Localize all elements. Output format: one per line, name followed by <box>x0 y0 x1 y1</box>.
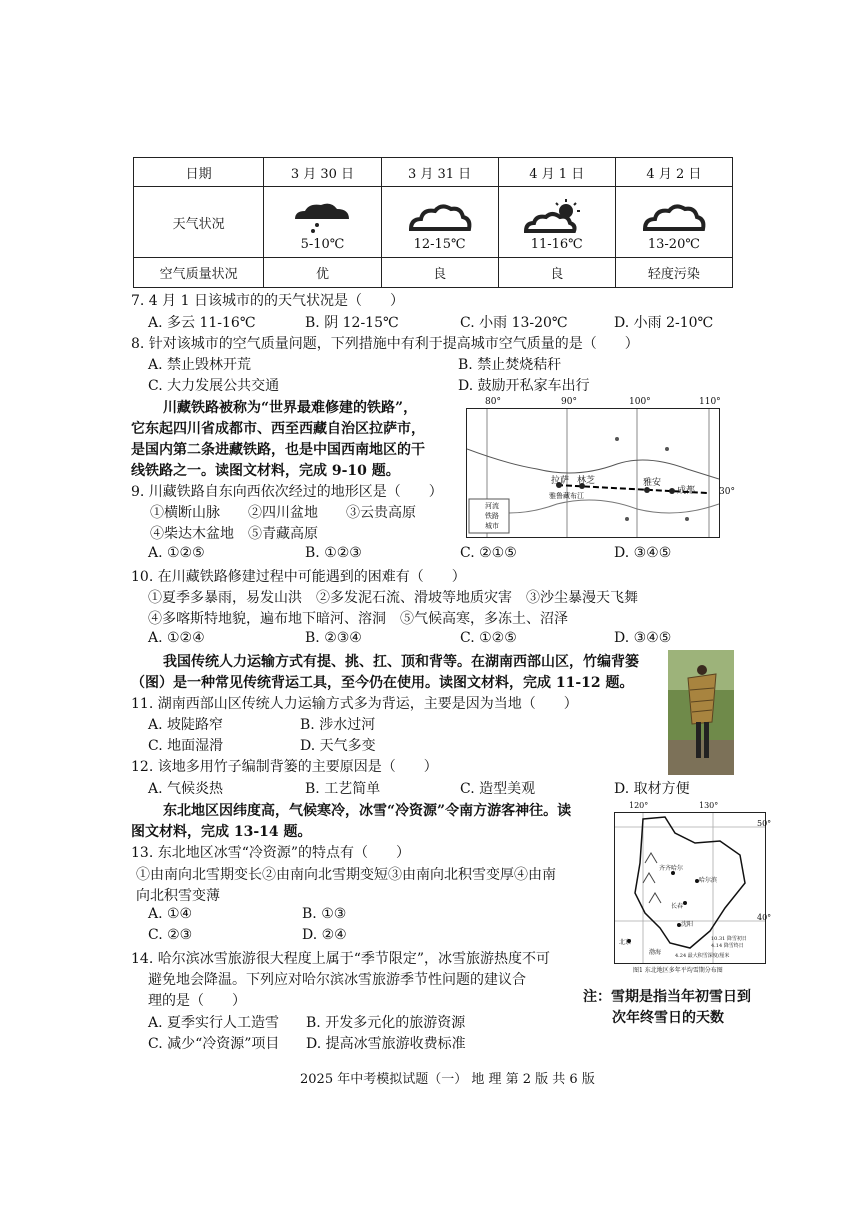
map-note: 注：雪期是指当年初雪日到 <box>583 989 751 1005</box>
q11-option-c[interactable]: C. 地面湿滑 <box>148 738 224 754</box>
row-label-weather: 天气状况 <box>134 187 264 258</box>
q13-option-b[interactable]: B. ①③ <box>302 906 347 922</box>
q8-option-c[interactable]: C. 大力发展公共交通 <box>148 378 280 394</box>
question-8-stem: 8. 针对该城市的空气质量问题，下列措施中有利于提高城市空气质量的是（ ） <box>131 336 639 352</box>
place-label: 北京 <box>619 939 632 946</box>
legend-item: 城市 <box>485 522 499 530</box>
q13-option-a[interactable]: A. ①④ <box>148 906 193 922</box>
weather-table <box>133 157 733 288</box>
question-14-stem: 14. 哈尔滨冰雪旅游很大程度上属于“季节限定”，冰雪旅游热度不可 <box>131 951 551 967</box>
passage-line: 川藏铁路被称为“世界最难修建的铁路”， <box>163 400 418 416</box>
q10-choices-line: ④多喀斯特地貌，遍布地下暗河、溶洞 ⑤气候高寒，多冻土、沼泽 <box>148 611 568 627</box>
q7-option-d[interactable]: D. 小雨 2-10℃ <box>614 315 714 331</box>
place-label: 哈尔滨 <box>699 877 718 884</box>
air-cell: 轻度污染 <box>615 258 732 288</box>
air-cell: 良 <box>498 258 615 288</box>
q7-option-c[interactable]: C. 小雨 13-20℃ <box>460 315 568 331</box>
legend-item: 4.14 降雪终日 <box>711 943 744 949</box>
q9-option-c[interactable]: C. ②①⑤ <box>460 545 517 561</box>
q11-option-d[interactable]: D. 天气多变 <box>300 738 376 754</box>
question-13-stem: 13. 东北地区冰雪“冷资源”的特点有（ ） <box>131 845 411 861</box>
lat-label: 40° <box>757 913 772 922</box>
question-12-stem: 12. 该地多用竹子编制背篓的主要原因是（ ） <box>131 759 438 775</box>
q9-choices-line: ④柴达木盆地 ⑤青藏高原 <box>150 526 318 542</box>
bamboo-basket-photo <box>668 650 734 775</box>
question-14-stem-cont: 避免地会降温。下列应对哈尔滨冰雪旅游季节性问题的建议合 <box>148 972 526 988</box>
place-label: 齐齐哈尔 <box>659 865 684 872</box>
row-label-air: 空气质量状况 <box>134 258 264 288</box>
place-label: 渤海 <box>649 949 662 956</box>
q13-choices-line: ①由南向北雪期变长②由南向北雪期变短③由南向北积雪变厚④由南 <box>136 867 556 883</box>
passage-line: 线铁路之一。读图文材料，完成 9-10 题。 <box>131 463 400 479</box>
passage-line: 它东起四川省成都市、西至西藏自治区拉萨市， <box>131 421 425 437</box>
q9-option-a[interactable]: A. ①②⑤ <box>148 545 205 561</box>
passage-line: 图文材料，完成 13-14 题。 <box>131 824 312 840</box>
q12-option-d[interactable]: D. 取材方便 <box>614 781 690 797</box>
lat-label: 30° <box>719 487 735 497</box>
city-label: 林芝 <box>577 476 596 486</box>
passage-line: 我国传统人力运输方式有提、挑、扛、顶和背等。在湖南西部山区，竹编背篓 <box>163 654 639 670</box>
weather-cell <box>498 187 615 258</box>
question-11-stem: 11. 湖南西部山区传统人力运输方式多为背运，主要是因为当地（ ） <box>131 696 578 712</box>
q9-option-b[interactable]: B. ①②③ <box>305 545 362 561</box>
q10-choices-line: ①夏季多暴雨，易发山洪 ②多发泥石流、滑坡等地质灾害 ③沙尘暴漫天飞舞 <box>148 590 638 606</box>
lon-label: 90° <box>561 397 577 407</box>
weather-cell <box>264 187 381 258</box>
map-note: 次年终雪日的天数 <box>612 1010 724 1026</box>
passage-line: 东北地区因纬度高，气候寒冷，冰雪“冷资源”令南方游客神往。读 <box>163 803 572 819</box>
table-header-cell: 日期 <box>134 158 264 187</box>
partly-sunny-icon <box>522 199 592 235</box>
cloudy-icon <box>405 199 475 235</box>
q13-option-d[interactable]: D. ②④ <box>302 927 347 943</box>
legend-item: 10.31 降雪初日 <box>711 936 747 942</box>
air-cell: 优 <box>264 258 381 288</box>
temp-label: 12-15℃ <box>413 236 466 252</box>
q11-option-b[interactable]: B. 涉水过河 <box>300 717 376 733</box>
city-label: 雅安 <box>643 478 662 488</box>
question-9-stem: 9. 川藏铁路自东向西依次经过的地形区是（ ） <box>131 484 443 500</box>
q7-option-a[interactable]: A. 多云 11-16℃ <box>148 315 256 331</box>
legend-item: 4.24 最大积雪深度/厘米 <box>675 953 730 959</box>
q10-option-c[interactable]: C. ①②⑤ <box>460 630 517 646</box>
temp-label: 11-16℃ <box>530 236 583 252</box>
q14-option-c[interactable]: C. 减少“冷资源”项目 <box>148 1036 280 1052</box>
passage-line: 是国内第二条进藏铁路，也是中国西南地区的干 <box>131 442 425 458</box>
table-header-cell: 4 月 1 日 <box>498 158 615 187</box>
lon-label: 120° <box>629 801 649 810</box>
map-caption: 图1 东北地区多年平均雪期分布图 <box>633 967 723 974</box>
q10-option-d[interactable]: D. ③④⑤ <box>614 630 672 646</box>
q12-option-b[interactable]: B. 工艺简单 <box>305 781 381 797</box>
q12-option-c[interactable]: C. 造型美观 <box>460 781 536 797</box>
lon-label: 110° <box>699 397 721 407</box>
legend-item: 铁路 <box>485 512 499 520</box>
table-header-cell: 3 月 31 日 <box>381 158 498 187</box>
q8-option-a[interactable]: A. 禁止毁林开荒 <box>148 357 252 373</box>
q8-option-d[interactable]: D. 鼓励开私家车出行 <box>458 378 590 394</box>
sichuan-tibet-railway-map <box>466 397 735 538</box>
northeast-snow-map <box>614 801 772 974</box>
weather-cell <box>381 187 498 258</box>
place-label: 长春 <box>671 903 684 910</box>
q7-option-b[interactable]: B. 阴 12-15℃ <box>305 315 399 331</box>
q8-option-b[interactable]: B. 禁止焚烧秸秆 <box>458 357 562 373</box>
legend-item: 河流 <box>485 502 499 510</box>
q10-option-a[interactable]: A. ①②④ <box>148 630 205 646</box>
page-footer: 2025 年中考模拟试题（一） 地 理 第 2 版 共 6 版 <box>300 1072 595 1087</box>
q11-option-a[interactable]: A. 坡陡路窄 <box>148 717 224 733</box>
q14-option-d[interactable]: D. 提高冰雪旅游收费标准 <box>306 1036 466 1052</box>
city-label: 拉萨 <box>551 476 570 486</box>
q9-option-d[interactable]: D. ③④⑤ <box>614 545 672 561</box>
question-10-stem: 10. 在川藏铁路修建过程中可能遇到的困难有（ ） <box>131 569 466 585</box>
question-7-stem: 7. 4 月 1 日该城市的的天气状况是（ ） <box>131 293 404 309</box>
temp-label: 13-20℃ <box>647 236 700 252</box>
lat-label: 50° <box>757 819 772 828</box>
light-rain-icon <box>287 199 357 235</box>
table-header-cell: 3 月 30 日 <box>264 158 381 187</box>
lon-label: 100° <box>629 397 651 407</box>
q10-option-b[interactable]: B. ②③④ <box>305 630 362 646</box>
passage-line: （图）是一种常见传统背运工具，至今仍在使用。读图文材料，完成 11-12 题。 <box>131 675 634 691</box>
q14-option-a[interactable]: A. 夏季实行人工造雪 <box>148 1015 280 1031</box>
q12-option-a[interactable]: A. 气候炎热 <box>148 781 224 797</box>
city-label: 成都 <box>677 486 696 496</box>
lon-label: 80° <box>485 397 501 407</box>
q13-choices-line: 向北积雪变薄 <box>136 888 220 904</box>
cloudy-icon <box>639 199 709 235</box>
air-cell: 良 <box>381 258 498 288</box>
q9-choices-line: ①横断山脉 ②四川盆地 ③云贵高原 <box>150 505 416 521</box>
temp-label: 5-10℃ <box>300 236 345 252</box>
lon-label: 130° <box>699 801 719 810</box>
question-14-stem-cont: 理的是（ ） <box>148 993 246 1009</box>
place-label: 沈阳 <box>681 921 694 928</box>
q14-option-b[interactable]: B. 开发多元化的旅游资源 <box>306 1015 466 1031</box>
q13-option-c[interactable]: C. ②③ <box>148 927 193 943</box>
region-label: 雅鲁藏布江 <box>549 492 584 500</box>
weather-cell <box>615 187 732 258</box>
table-header-cell: 4 月 2 日 <box>615 158 732 187</box>
